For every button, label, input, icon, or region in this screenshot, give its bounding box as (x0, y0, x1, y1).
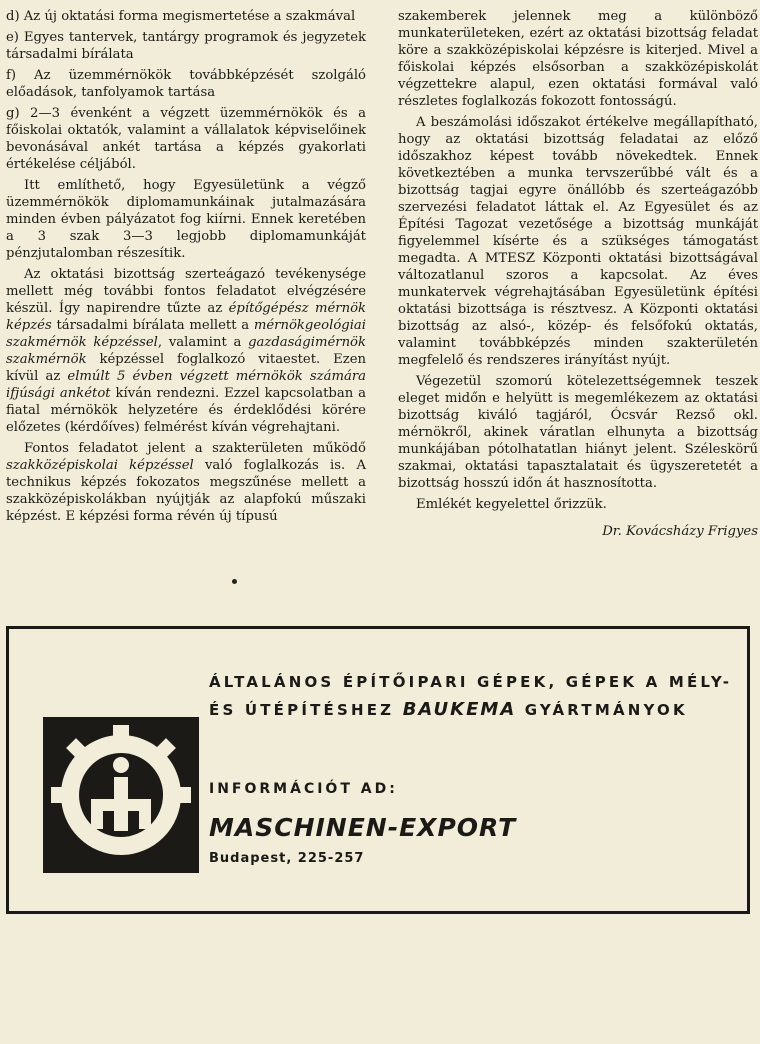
text-span: kíván rendezni. Ezzel kapcsolatban a fiatal mérnökök helyzetére és érdeklődési körére előzetes (kérdőíves) felmérést kíván végrehajtani. (6, 386, 366, 435)
gear-logo-icon (43, 717, 199, 873)
ad-headline-line2 (209, 699, 688, 720)
left-column (6, 8, 366, 529)
text-span: való foglalkozás is. A technikus képzés fokozatos megszűnése mellett a szakközépiskolákban nyújtják az alapfokú műszaki képzést. E képzési forma révén új típusú (6, 458, 366, 524)
paragraph: Emlékét kegyelettel őrizzük. (416, 497, 607, 512)
paragraph: A beszámolási időszakot értékelve megállapítható, hogy az oktatási bizottság feladatai az előző időszakhoz képest tovább növekedtek. Ennek következtében a munka tervszerűbbé vált és a bizottság tagjai egyre önállóbb és szerteágazóbb szervezési feladatot láttak el. Az Egyesület és az Építési Tagozat vezetősége a bizottság munkáját figyelemmel kísérte és a szükséges támogatást megadta. A MTESZ Központi oktatási bizottságával változatlanul szoros a kapcsolat. Az éves munkatervek végrehajtásában Egyesületünk építési oktatási bizottsága is résztvesz. A Központi oktatási bizottság az alsó-, közép- és felsőfokú oktatás, valamint továbbképzés minden szakterületén megfelelő és rendszeres irányítást nyújt. (398, 115, 758, 368)
italic-span: elmúlt 5 évben végzett mérnökök számára ifjúsági ankétot (6, 369, 366, 401)
list-item: e) Egyes tantervek, tantárgy programok és jegyzetek társadalmi bírálata (6, 30, 366, 62)
italic-span: szakközépiskolai képzéssel (6, 458, 194, 473)
paragraph: Végezetül szomorú kötelezettségemnek teszek eleget midőn e helyütt is megemlékezem az oktatási bizottság kiváló tagjáról, Ócsvár Rezső okl. mérnökről, akinek váratlan elhunyta a bizottság munkájában pótolhatatlan hiányt jelent. Széleskörű szakmai, oktatási tapasztalatait és ügyszeretetét a bizottság hosszú időn át hasznosította. (398, 374, 758, 491)
list-item: d) Az új oktatási forma megismertetése a szakmával (6, 9, 356, 24)
advertisement (6, 626, 750, 914)
text-span: , valamint a (157, 335, 249, 350)
text-span: Fontos feladatot jelent a szakterületen működő (24, 441, 366, 456)
brand-name: BAUKEMA (402, 699, 517, 720)
text-span: Az oktatási bizottság szerteágazó tevékenysége mellett még további fontos feladatot elvégzésére készül. Így napirendre tűzte az (6, 267, 366, 316)
italic-span: építőgépész mérnök képzés (6, 301, 367, 333)
company-name: MASCHINEN-EXPORT (209, 813, 517, 842)
list-item: f) Az üzemmérnökök továbbképzését szolgáló előadások, tanfolyamok tartása (6, 68, 366, 100)
paragraph: Itt említhető, hogy Egyesületünk a végző üzemmérnökök diplomamunkáinak jutalmazására minden évben pályázatot fog kiírni. Ennek keretében a 3 szak 3—3 legjobb diplomamunkáját pénzjutalomban részesítik. (6, 178, 366, 261)
paragraph: szakemberek jelennek meg a különböző munkaterületeken, ezért az oktatási bizottság feladat köre a szakközépiskolai képzésre is kiterjed. Mivel a főiskolai képzés elsősorban a szakközépiskolát végzettekre alapul, ezen oktatási formával való részletes foglalkozás fokozott fontosságú. (398, 9, 758, 109)
right-column (398, 8, 758, 540)
italic-span: gazdaságimérnök szakmérnök (6, 335, 366, 367)
italic-span: mérnökgeológiai szakmérnök képzéssel (6, 318, 366, 350)
ad-line2-suffix: GYÁRTMÁNYOK (524, 701, 688, 719)
ad-headline-line1: ÁLTALÁNOS ÉPÍTŐIPARI GÉPEK, GÉPEK A MÉLY- (209, 673, 733, 691)
text-span: képzéssel foglalkozó vitaestet. Ezen kívül az (6, 352, 366, 384)
text-span: társadalmi bírálata mellett a (51, 318, 254, 333)
paragraph (6, 440, 366, 525)
info-label: INFORMÁCIÓT AD: (209, 781, 398, 797)
list-item: g) 2—3 évenként a végzett üzemmérnökök és a főiskolai oktatók, valamint a vállalatok képviselőinek bevonásával ankét tartása a képzés gyakorlati értékelése céljából. (6, 106, 366, 172)
dot-mark (232, 579, 237, 584)
ad-line2-prefix: ÉS ÚTÉPÍTÉSHEZ (209, 701, 395, 719)
paragraph (6, 266, 366, 436)
company-address: Budapest, 225-257 (209, 851, 365, 866)
author-signature: Dr. Kovácsházy Frigyes (602, 524, 758, 539)
